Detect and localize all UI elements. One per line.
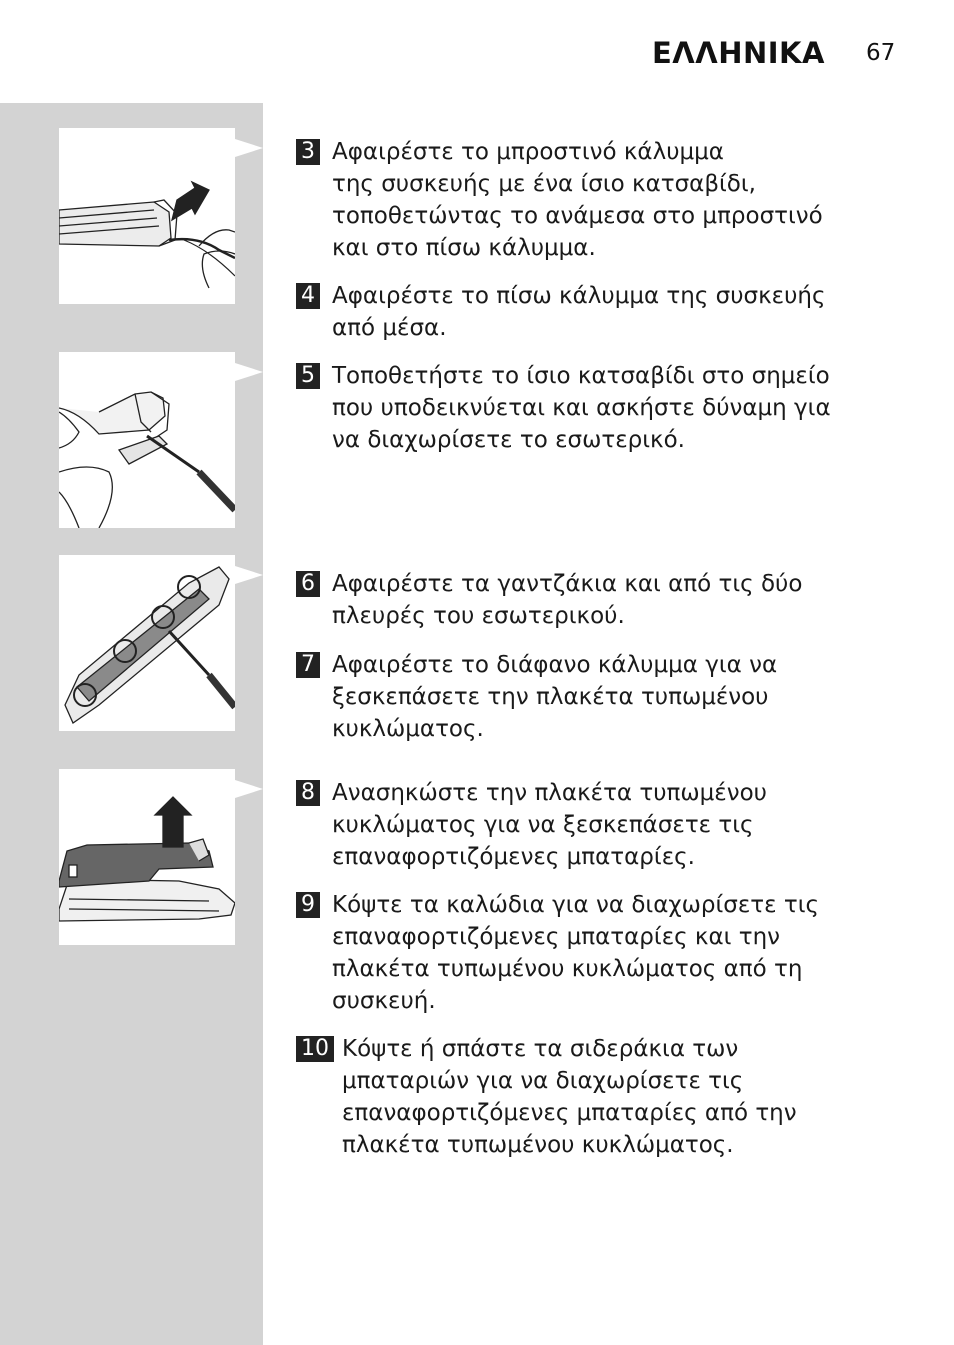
step-number: 6 bbox=[296, 571, 320, 597]
step-number: 7 bbox=[296, 652, 320, 678]
step-5 bbox=[296, 360, 896, 456]
remove-front-cover-illustration bbox=[59, 128, 235, 304]
step-text: Ανασηκώστε την πλακέτα τυπωμένου κυκλώματος για να ξεσκεπάσετε τις επαναφορτιζόμενες μπαταρίες. bbox=[332, 780, 767, 870]
illustration-pointer bbox=[235, 566, 263, 584]
step-text: Αφαιρέστε το διάφανο κάλυμμα για να ξεσκεπάσετε την πλακέτα τυπωμένου κυκλώματος. bbox=[332, 652, 778, 742]
step-6 bbox=[296, 568, 896, 632]
step-text: Αφαιρέστε τα γαντζάκια και από τις δύο πλευρές του εσωτερικού. bbox=[332, 571, 803, 629]
step-number: 3 bbox=[296, 139, 320, 165]
page-number: 67 bbox=[866, 40, 896, 66]
step-3 bbox=[296, 136, 896, 264]
step-10 bbox=[296, 1033, 896, 1161]
step-9 bbox=[296, 889, 896, 1017]
language-heading: ΕΛΛΗΝΙΚΑ bbox=[652, 36, 825, 70]
step-number: 10 bbox=[296, 1036, 334, 1062]
step-text: Κόψτε ή σπάστε τα σιδεράκια των μπαταριών για να διαχωρίσετε τις επαναφορτιζόμενες μπαταρίες από την πλακέτα τυπωμένου κυκλώματος. bbox=[342, 1036, 797, 1158]
step-text: Κόψτε τα καλώδια για να διαχωρίσετε τις επαναφορτιζόμενες μπαταρίες και την πλακέτα τυπωμένου κυκλώματος από τη συσκευή. bbox=[332, 892, 820, 1014]
remove-hooks-illustration bbox=[59, 555, 235, 731]
step-text: Αφαιρέστε το μπροστινό κάλυμμα της συσκευής με ένα ίσιο κατσαβίδι, τοποθετώντας το ανάμεσα στο μπροστινό και στο πίσω κάλυμμα. bbox=[332, 139, 823, 261]
step-number: 9 bbox=[296, 892, 320, 918]
step-number: 8 bbox=[296, 780, 320, 806]
step-8 bbox=[296, 777, 896, 873]
step-text: Τοποθετήστε το ίσιο κατσαβίδι στο σημείο που υποδεικνύεται και ασκήστε δύναμη για να διαχωρίσετε το εσωτερικό. bbox=[332, 363, 831, 453]
illustration-pointer bbox=[235, 780, 263, 798]
illustration-pointer bbox=[235, 363, 263, 381]
step-7 bbox=[296, 649, 896, 745]
lift-circuit-board-illustration bbox=[59, 769, 235, 945]
step-number: 4 bbox=[296, 283, 320, 309]
illustration-pointer bbox=[235, 139, 263, 157]
separate-inner-part-illustration bbox=[59, 352, 235, 528]
step-4 bbox=[296, 280, 896, 344]
step-text: Αφαιρέστε το πίσω κάλυμμα της συσκευής από μέσα. bbox=[332, 283, 826, 341]
step-number: 5 bbox=[296, 363, 320, 389]
